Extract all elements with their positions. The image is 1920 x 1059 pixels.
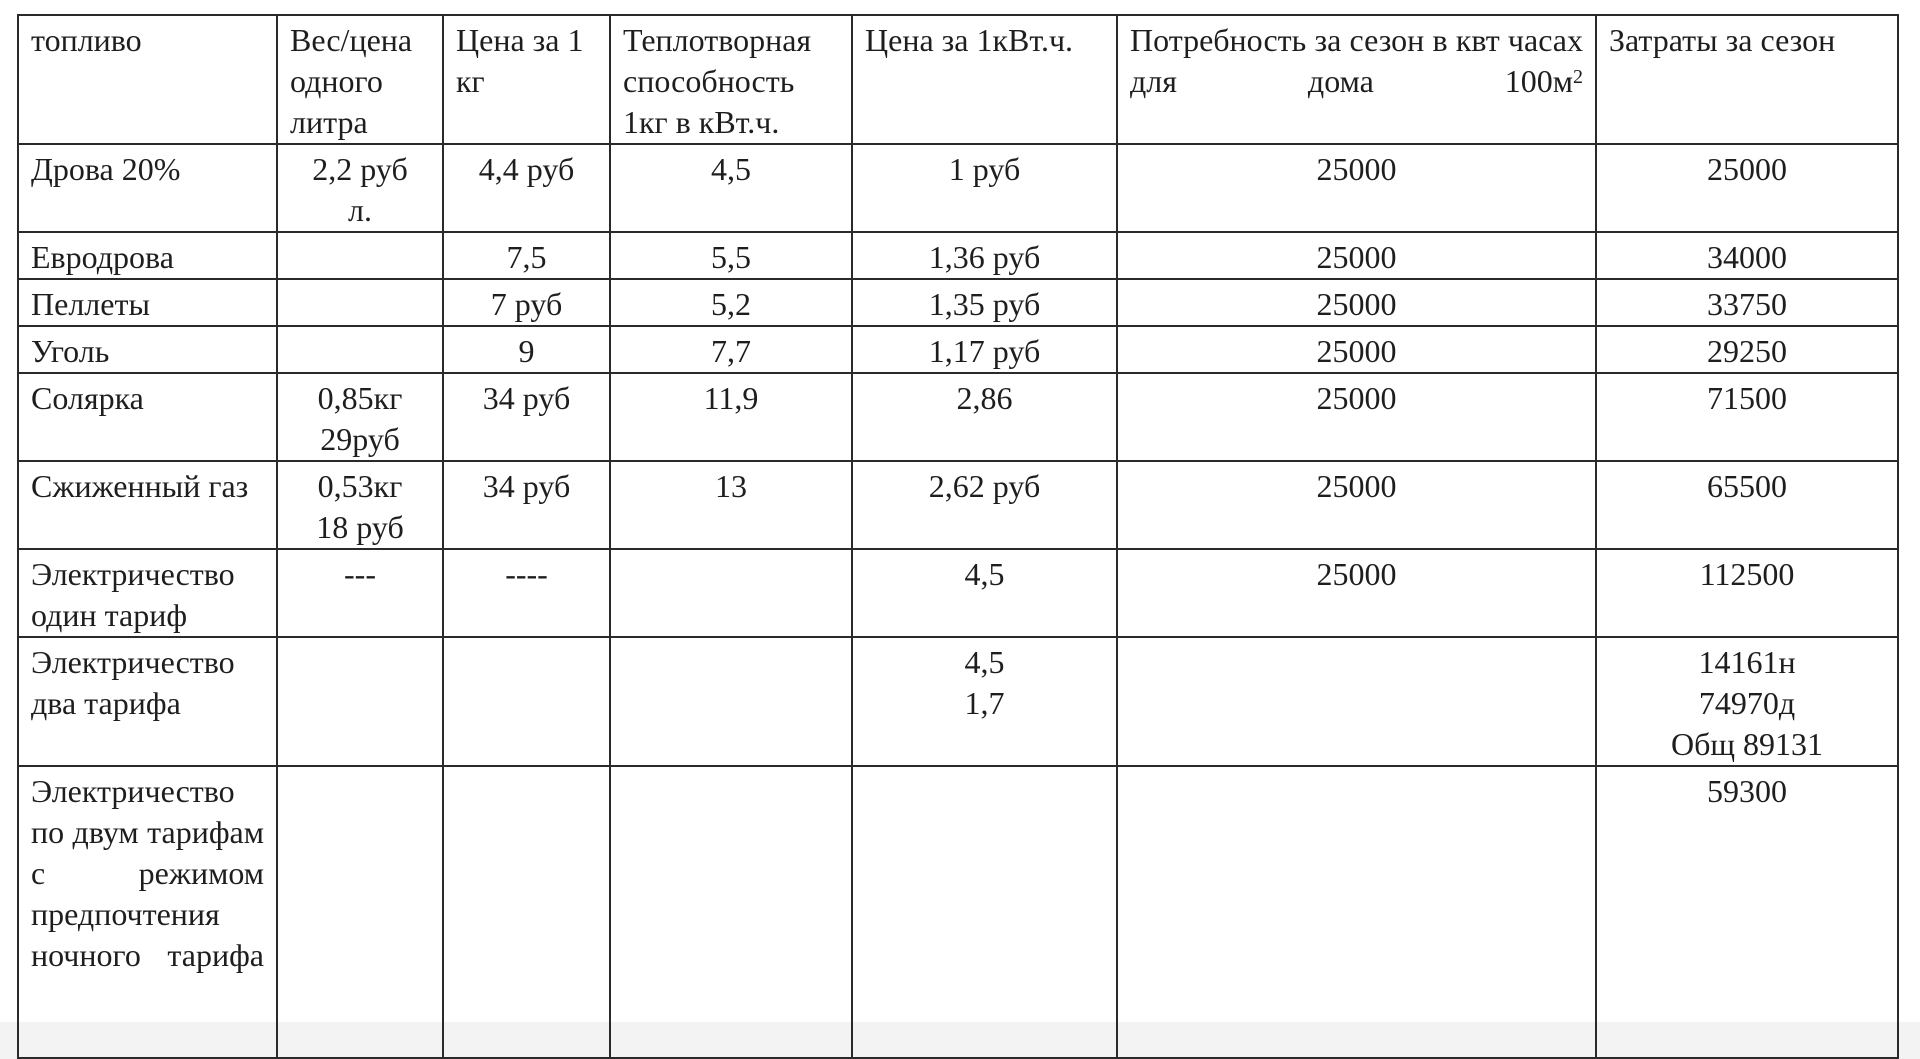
cell-price-per-kg: 9 [443,326,610,373]
cell-heat-capacity [610,766,852,1058]
table-row [18,373,1898,461]
cell-season-demand: 25000 [1117,373,1596,461]
cell-season-cost: 65500 [1596,461,1898,549]
table-row [18,461,1898,549]
cell-season-cost: 112500 [1596,549,1898,637]
cell-weight-price: 2,2 руб л. [277,144,443,232]
cell-weight-price: 0,53кг 18 руб [277,461,443,549]
cell-weight-price: --- [277,549,443,637]
cell-price-per-kg: 34 руб [443,373,610,461]
header-fuel: топливо [18,15,277,144]
header-weight-price-per-liter: Вес/цена одного литра [277,15,443,144]
table-row [18,326,1898,373]
cell-heat-capacity: 5,5 [610,232,852,279]
cell-heat-capacity: 13 [610,461,852,549]
cell-fuel-name: Пеллеты [18,279,277,326]
cell-season-demand [1117,766,1596,1058]
cell-weight-price: 0,85кг 29руб [277,373,443,461]
header-season-cost: Затраты за сезон [1596,15,1898,144]
cell-season-demand: 25000 [1117,279,1596,326]
cell-season-demand [1117,637,1596,766]
cell-weight-price [277,637,443,766]
cell-heat-capacity: 7,7 [610,326,852,373]
cell-price-per-kg: 7 руб [443,279,610,326]
cell-fuel-name: Электричество по двум тарифам с режимом предпочтения ночного тарифа [18,766,277,1058]
table-row [18,279,1898,326]
cell-fuel-name: Солярка [18,373,277,461]
cell-price-per-kwh: 2,62 руб [852,461,1117,549]
cell-fuel-name: Евродрова [18,232,277,279]
cell-price-per-kg: 34 руб [443,461,610,549]
cell-season-demand: 25000 [1117,326,1596,373]
cell-price-per-kwh [852,766,1117,1058]
cell-weight-price [277,766,443,1058]
table-row [18,144,1898,232]
cell-price-per-kg: ---- [443,549,610,637]
cell-price-per-kg: 4,4 руб [443,144,610,232]
cell-weight-price [277,326,443,373]
cell-price-per-kwh: 2,86 [852,373,1117,461]
cell-fuel-name: Сжиженный газ [18,461,277,549]
cell-heat-capacity [610,549,852,637]
header-price-per-kwh: Цена за 1кВт.ч. [852,15,1117,144]
table-row [18,637,1898,766]
cell-fuel-name: Уголь [18,326,277,373]
header-season-demand-text: Потребность за сезон в квт часах для дома $100м^2$ [1130,22,1583,99]
header-heat-capacity: Теплотворная способность 1кг в кВт.ч. [610,15,852,144]
table-row [18,232,1898,279]
cell-season-cost: 33750 [1596,279,1898,326]
cell-season-demand: 25000 [1117,549,1596,637]
cell-price-per-kwh: 1,17 руб [852,326,1117,373]
cell-season-cost: 71500 [1596,373,1898,461]
cell-price-per-kwh: 4,5 [852,549,1117,637]
cell-heat-capacity [610,637,852,766]
cell-season-cost: 25000 [1596,144,1898,232]
cell-heat-capacity: 5,2 [610,279,852,326]
cell-fuel-name: Электричество два тарифа [18,637,277,766]
header-superscript: 2 [1573,66,1583,88]
header-row [18,15,1898,144]
header-season-demand [1117,15,1596,144]
cell-season-demand: 25000 [1117,461,1596,549]
cell-season-demand: 25000 [1117,144,1596,232]
cell-price-per-kwh: 1,35 руб [852,279,1117,326]
cell-season-cost: 14161н 74970д Общ 89131 [1596,637,1898,766]
cell-price-per-kg [443,766,610,1058]
cell-weight-price [277,232,443,279]
cell-fuel-name: Электричество один тариф [18,549,277,637]
cell-price-per-kg: 7,5 [443,232,610,279]
cell-heat-capacity: 4,5 [610,144,852,232]
cell-price-per-kwh: 4,5 1,7 [852,637,1117,766]
cell-season-cost: 59300 [1596,766,1898,1058]
cell-heat-capacity: 11,9 [610,373,852,461]
table-row [18,549,1898,637]
fuel-cost-table [17,14,1899,1059]
cell-season-cost: 34000 [1596,232,1898,279]
cell-price-per-kwh: 1 руб [852,144,1117,232]
header-price-per-kg: Цена за 1 кг [443,15,610,144]
cell-weight-price [277,279,443,326]
cell-price-per-kwh: 1,36 руб [852,232,1117,279]
table-row [18,766,1898,1058]
cell-season-demand: 25000 [1117,232,1596,279]
cell-price-per-kg [443,637,610,766]
cell-fuel-name: Дрова 20% [18,144,277,232]
cell-season-cost: 29250 [1596,326,1898,373]
